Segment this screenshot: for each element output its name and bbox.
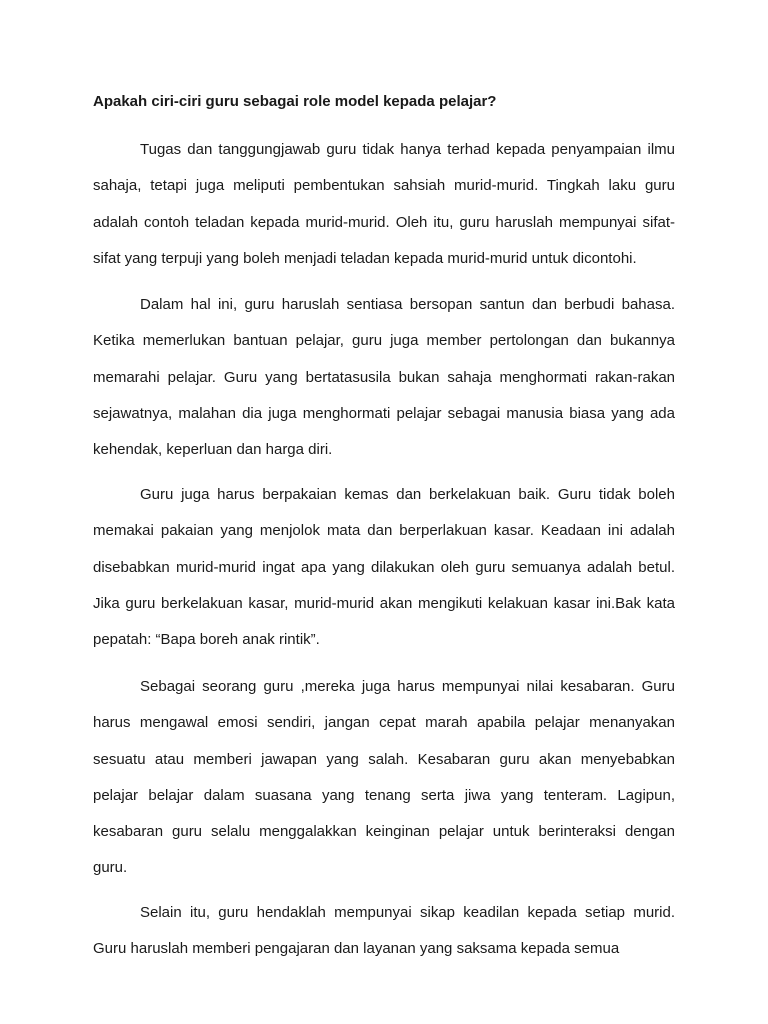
document-title: Apakah ciri-ciri guru sebagai role model kepada pelajar? <box>93 93 497 110</box>
paragraph-1: Tugas dan tanggungjawab guru tidak hanya terhad kepada penyampaian ilmu sahaja, tetapi juga meliputi pembentukan sahsiah murid-murid. Tingkah laku guru adalah contoh teladan kepada murid-murid. Oleh itu, guru haruslah mempunyai sifat-sifat yang terpuji yang boleh menjadi teladan kepada murid-murid untuk dicontohi. <box>93 141 675 267</box>
paragraph-2: Dalam hal ini, guru haruslah sentiasa bersopan santun dan berbudi bahasa. Ketika memerlukan bantuan pelajar, guru juga member pertolongan dan bukannya memarahi pelajar. Guru yang bertatasusila bukan sahaja menghormati rakan-rakan sejawatnya, malahan dia juga menghormati pelajar sebagai manusia biasa yang ada kehendak, keperluan dan harga diri. <box>93 296 675 459</box>
paragraph-5: Selain itu, guru hendaklah mempunyai sikap keadilan kepada setiap murid. Guru haruslah memberi pengajaran dan layanan yang saksama kepada semua <box>93 904 675 958</box>
paragraph-4: Sebagai seorang guru ,mereka juga harus mempunyai nilai kesabaran. Guru harus mengawal emosi sendiri, jangan cepat marah apabila pelajar menanyakan sesuatu atau memberi jawapan yang salah. Kesabaran guru akan menyebabkan pelajar belajar dalam suasana yang tenang serta jiwa yang tenteram. Lagipun, kesabaran guru selalu menggalakkan keinginan pelajar untuk berinteraksi dengan guru. <box>93 678 675 877</box>
paragraph-3: Guru juga harus berpakaian kemas dan berkelakuan baik. Guru tidak boleh memakai pakaian yang menjolok mata dan berperlakuan kasar. Keadaan ini adalah disebabkan murid-murid ingat apa yang dilakukan oleh guru semuanya adalah betul. Jika guru berkelakuan kasar, murid-murid akan mengikuti kelakuan kasar ini.Bak kata pepatah: “Bapa boreh anak rintik”. <box>93 486 675 649</box>
